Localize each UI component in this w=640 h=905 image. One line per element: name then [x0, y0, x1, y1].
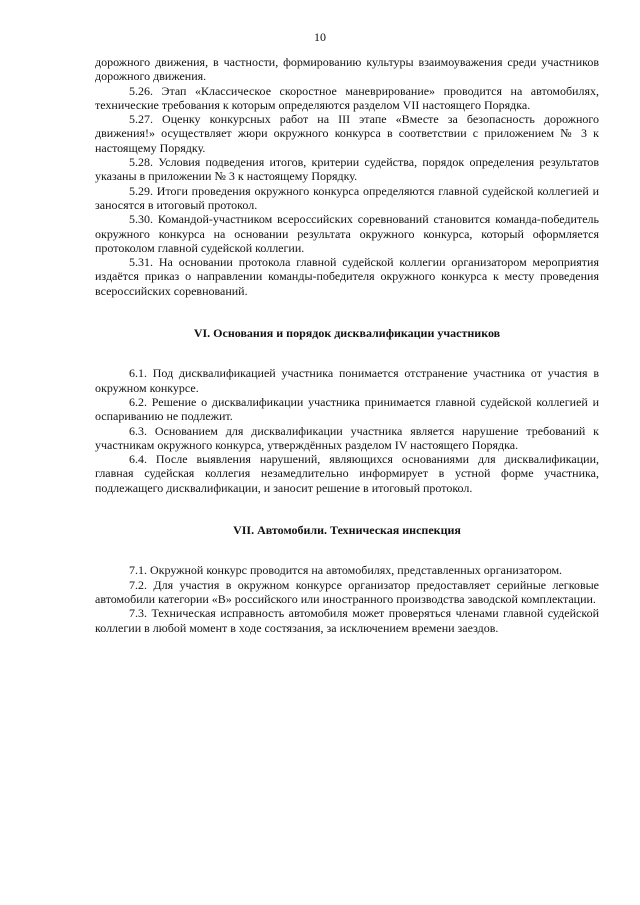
- section-heading-vi: VI. Основания и порядок дисквалификации участников: [193, 326, 501, 341]
- paragraph-7-3: 7.3. Техническая исправность автомобиля может проверяться членами главной судейской коллегии в любой момент в ходе состязания, за исключением времени заездов.: [95, 606, 599, 635]
- paragraph-6-4: 6.4. После выявления нарушений, являющихся основаниями для дисквалификации, главная судейская коллегия незамедлительно информирует в устной форме участника, подлежащего дисквалификации, и заносит решение в итоговый протокол.: [95, 452, 599, 495]
- paragraph-6-1: 6.1. Под дисквалификацией участника понимается отстранение участника от участия в окружном конкурсе.: [95, 366, 599, 395]
- paragraph-5-31: 5.31. На основании протокола главной судейской коллегии организатором мероприятия издаётся приказ о направлении команды-победителя окружного конкурса к месту проведения всероссийских соревнований.: [95, 255, 599, 298]
- page-number: 10: [314, 30, 326, 44]
- paragraph-5-30: 5.30. Командой-участником всероссийских соревнований становится команда-победитель окружного конкурса на основании результата окружного конкурса, который оформляется протоколом главной судейской коллегии.: [95, 212, 599, 255]
- paragraph-continuation: дорожного движения, в частности, формированию культуры взаимоуважения среди участников дорожного движения.: [95, 55, 599, 84]
- paragraph-6-3: 6.3. Основанием для дисквалификации участника является нарушение требований к участникам окружного конкурса, утверждённых разделом IV настоящего Порядка.: [95, 423, 599, 452]
- paragraph-5-26: 5.26. Этап «Классическое скоростное маневрирование» проводится на автомобилях, технические требования к которым определяются разделом VII настоящего Порядка.: [95, 83, 599, 112]
- paragraph-5-29: 5.29. Итоги проведения окружного конкурса определяются главной судейской коллегией и заносятся в итоговый протокол.: [95, 183, 599, 212]
- document-body: [95, 55, 599, 635]
- paragraph-7-2: 7.2. Для участия в окружном конкурсе организатор предоставляет серийные легковые автомобили категории «B» российского или иностранного производства заводской комплектации.: [95, 577, 599, 606]
- section-heading-vii: VII. Автомобили. Техническая инспекция: [233, 523, 461, 538]
- paragraph-5-28: 5.28. Условия подведения итогов, критерии судейства, порядок определения результатов указаны в приложении № 3 к настоящему Порядку.: [95, 155, 599, 184]
- paragraph-7-1: 7.1. Окружной конкурс проводится на автомобилях, представленных организатором.: [129, 563, 563, 578]
- paragraph-6-2: 6.2. Решение о дисквалификации участника принимается главной судейской коллегией и оспариванию не подлежит.: [95, 394, 599, 424]
- paragraph-5-27: 5.27. Оценку конкурсных работ на III этапе «Вместе за безопасность дорожного движения!» осуществляет жюри окружного конкурса в соответствии с приложением № 3 к настоящему Порядку.: [95, 112, 599, 155]
